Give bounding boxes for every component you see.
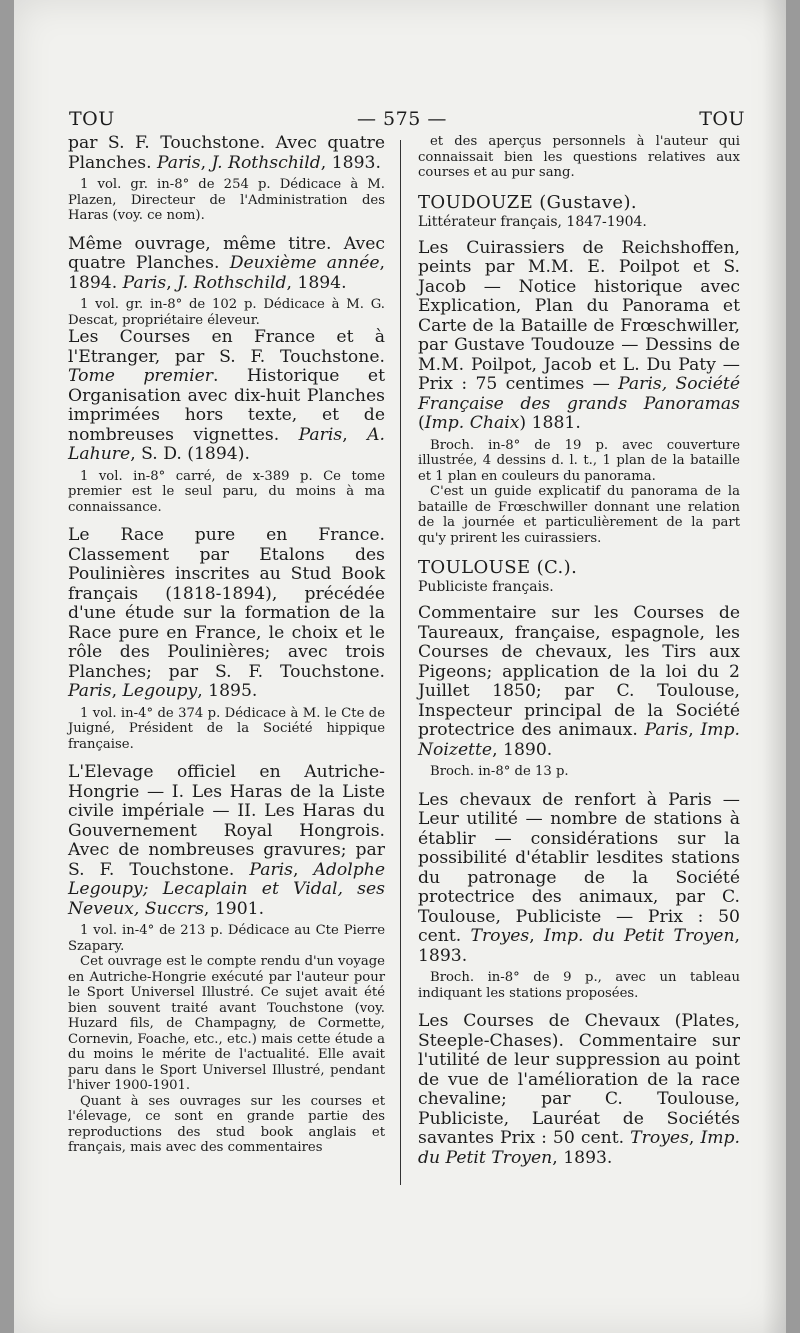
bibliography-entry — [68, 328, 385, 465]
entry-italic-text: A. Lahure — [68, 424, 385, 464]
entry-note: 1 vol. in-8° carré, de x-389 p. Ce tome premier est le seul paru, du moins à ma connaissance. — [68, 468, 385, 515]
entry-italic-text: J. Rothschild — [177, 272, 287, 293]
entry-text: , 1894. — [68, 253, 386, 293]
running-header — [69, 108, 745, 134]
entry-italic-text: Paris — [68, 681, 112, 701]
right-column — [418, 134, 740, 1168]
entry-text: , — [200, 152, 212, 173]
author-description: Littérateur français, 1847-1904. — [418, 213, 647, 230]
entry-italic-text: J. Rothschild — [211, 152, 321, 173]
entry-text: , — [166, 272, 178, 293]
entry-italic-text: Paris — [122, 272, 167, 293]
entry-text: , — [529, 926, 544, 946]
page-number: — 575 — — [357, 108, 447, 130]
bibliography-entry — [418, 239, 740, 434]
entry-text: , — [688, 720, 701, 740]
author-description: Publiciste français. — [418, 579, 554, 595]
entry-italic-text: Imp. du Petit Troyen — [418, 1128, 740, 1168]
author-heading: TOUDOUZE (Gustave). — [418, 191, 638, 213]
entry-text: , 1890. — [492, 739, 553, 760]
bibliography-entry — [68, 134, 385, 173]
entry-text: Les Courses de Chevaux (Plates, Steeple-Chases). Commentaire sur l'utilité de leur suppression au point de vue de l'amélioration de la race chevaline; par C. Toulouse, Publiciste, Lauréat de Sociétés savantes Prix : 50 cent. — [418, 1011, 740, 1148]
bibliography-entry — [68, 235, 385, 294]
entry-text: Les Courses en France et à l'Etranger, par S. F. Touchstone. — [68, 327, 385, 367]
entry-italic-text: Paris — [298, 424, 343, 445]
entry-italic-text: Adolphe Legoupy; Lecaplain et Vidal, ses Neveux, Succrs — [68, 859, 385, 919]
entry-note: 1 vol. in-4° de 213 p. Dédicace au Cte Pierre Szapary. — [68, 923, 385, 954]
entry-text: Les chevaux de renfort à Paris — Leur utilité — nombre de stations à établir — considérations sur la possibilité d'établir lesdites stations du patronage de la Société protectrice des animaux, par C. Toulouse, Publiciste — Prix : 50 cent. — [418, 789, 740, 946]
entry-italic-text: Imp. du Petit Troyen — [543, 926, 735, 946]
entry-text: , 1893. — [320, 152, 381, 173]
entry-italic-text: Tome premier — [68, 366, 213, 386]
entry-text: , 1893. — [418, 926, 740, 966]
entry-text: L'Elevage officiel en Autriche-Hongrie — I. Les Haras de la Liste civile impériale — II. Les Haras du Gouvernement Royal Hongrois. Avec de nombreuses gravures; par S. F. Touchstone. — [68, 762, 385, 880]
entry-note: Broch. in-8° de 9 p., avec un tableau indiquant les stations proposées. — [418, 970, 740, 1001]
page — [14, 0, 786, 1333]
entry-italic-text: Imp. Noizette — [418, 720, 740, 760]
column-divider — [400, 140, 401, 1185]
entry-note: 1 vol. in-4° de 374 p. Dédicace à M. le Cte de Juigné, Président de la Société hippique française. — [68, 705, 385, 752]
entry-text: ) 1881. — [519, 413, 581, 433]
entry-note: C'est un guide explicatif du panorama de la bataille de Frœschwiller donnant une relation de la journée et particulièrement de la part qu'y prirent les cuirassiers. — [418, 484, 740, 546]
spacer — [418, 546, 740, 557]
entry-text: Même ouvrage, même titre. Avec quatre Planches. — [68, 233, 385, 273]
bibliography-entry — [418, 604, 740, 760]
bibliography-entry — [68, 526, 385, 702]
entry-italic-text: Paris — [157, 152, 201, 173]
entry-text: Commentaire sur les Courses de Taureaux, française, espagnole, les Courses de chevaux, les Tirs aux Pigeons; application de la loi du 2 Juillet 1850; par C. Toulouse, Inspecteur principal de la Société protectrice des animaux. — [418, 603, 740, 740]
page-edge-shadow — [762, 0, 786, 1333]
entry-text: , — [111, 681, 123, 701]
entry-italic-text: Legoupy — [122, 681, 198, 701]
entry-italic-text: Imp. Chaix — [424, 413, 520, 433]
author-heading: TOULOUSE (C.). — [418, 557, 578, 578]
entry-text: . Historique et Organisation avec dix-huit Planches imprimées hors texte, et de nombreuses vignettes. — [68, 366, 385, 445]
entry-text: , 1893. — [552, 1147, 613, 1168]
entry-italic-text: Paris, Société Française des grands Panoramas — [418, 374, 741, 414]
entry-italic-text: Paris — [644, 720, 689, 740]
entry-text: , — [342, 424, 368, 445]
entry-italic-text: Troyes — [470, 926, 530, 946]
entry-note: 1 vol. gr. in-8° de 254 p. Dédicace à M. Plazen, Directeur de l'Administration des Haras (voy. ce nom). — [68, 177, 385, 223]
entry-note: et des aperçus personnels à l'auteur qui connaissait bien les questions relatives aux courses et au pur sang. — [418, 134, 740, 180]
entry-text: Les Cuirassiers de Reichshoffen, peints par M.M. E. Poilpot et S. Jacob — Notice historique avec Explication, Plan du Panorama et Carte de la Bataille de Frœschwiller, par Gustave Toudouze — Dessins de M.M. Poilpot, Jacob et L. Du Paty — Prix : 75 centimes — — [418, 237, 740, 394]
entry-text: par S. F. Touchstone. Avec quatre Planches. — [68, 133, 385, 173]
bibliography-entry — [418, 791, 740, 967]
entry-italic-text: Troyes — [630, 1128, 689, 1148]
entry-note: 1 vol. gr. in-8° de 102 p. Dédicace à M. G. Descat, propriétaire éleveur. — [68, 297, 385, 328]
bibliography-entry — [418, 1012, 740, 1168]
entry-text: ( — [418, 413, 425, 433]
entry-note: Broch. in-8° de 19 p. avec couverture illustrée, 4 dessins d. l. t., 1 plan de la bataille et 1 plan en couleurs du panorama. — [418, 437, 740, 484]
spacer — [418, 181, 740, 192]
entry-italic-text: Paris — [249, 859, 293, 880]
entry-note: Quant à ses ouvrages sur les courses et l'élevage, ce sont en grande partie des reproductions des stud book anglais et français, mais avec des commentaires — [68, 1093, 385, 1155]
left-column — [68, 134, 385, 1156]
entry-text: , 1901. — [203, 898, 265, 919]
header-right: TOU — [699, 108, 745, 130]
entry-note: Cet ouvrage est le compte rendu d'un voyage en Autriche-Hongrie exécuté par l'auteur pour le Sport Universel Illustré. Ce sujet avait été bien souvent traité avant Touchstone (voy. Huzard fils, de Champagny, de Cormette, Cornevin, Foache, etc., etc.) mais cette étude a du moins le mérite de l'actualité. Elle avait paru dans le Sport Universel Illustré, pendant l'hiver 1900-1901. — [68, 954, 385, 1093]
entry-text: , 1894. — [286, 272, 347, 293]
entry-text: Le Race pure en France. Classement par Etalons des Poulinières inscrites au Stud Book français (1818-1894), précédée d'une étude sur la formation de la Race pure en France, le choix et le rôle des Poulinières; avec trois Planches; par S. F. Touchstone. — [68, 525, 385, 682]
entry-italic-text: Deuxième année — [229, 253, 380, 273]
bibliography-entry — [68, 763, 385, 919]
entry-note: Broch. in-8° de 13 p. — [430, 764, 569, 779]
entry-text: , 1895. — [197, 681, 258, 701]
entry-text: , — [293, 859, 314, 880]
entry-text: , — [688, 1128, 701, 1148]
entry-text: , S. D. (1894). — [130, 444, 250, 464]
header-left: TOU — [69, 108, 115, 130]
